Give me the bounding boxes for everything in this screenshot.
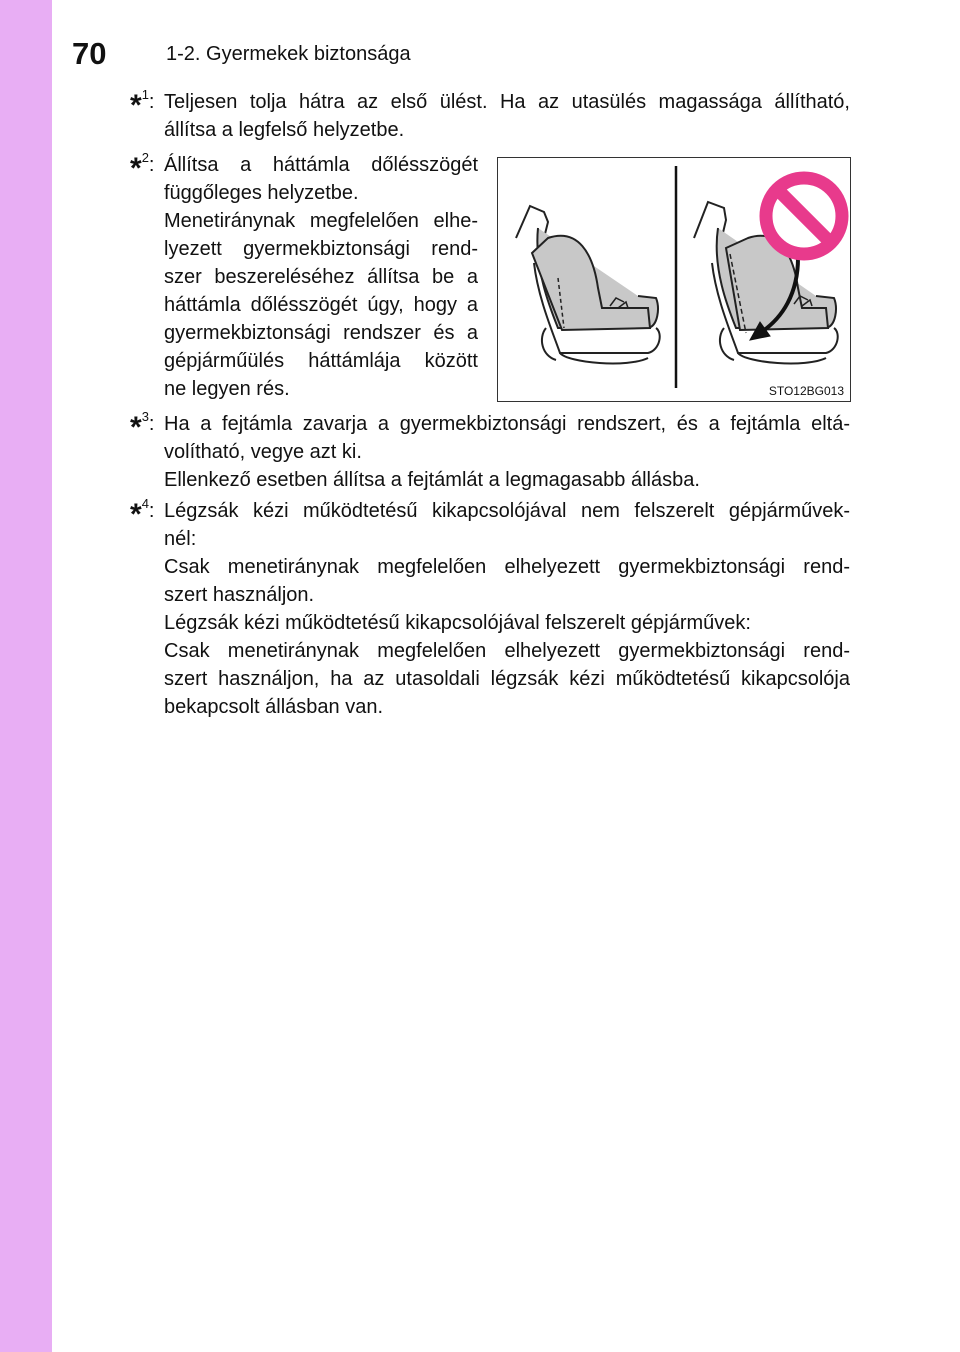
note-text-line: lyezett gyermekbiztonsági rend- [164, 238, 478, 260]
note-text-line: Légzsák kézi működtetésű kikapcsolójával nem felszerelt gépjárművek- [164, 500, 850, 522]
note-text-line: Csak menetiránynak megfelelően elhelyezett gyermekbiztonsági rend- [164, 640, 850, 662]
figure-code: STO12BG013 [768, 384, 844, 398]
note-text-line: háttámla dőlésszögét úgy, hogy a [164, 294, 478, 316]
note-text-line: szer beszereléséhez állítsa be a [164, 266, 478, 288]
seat-illustration [498, 158, 850, 401]
note-text-line: állítsa a legfelső helyzetbe. [164, 119, 405, 141]
note-4 [130, 497, 850, 721]
note-3 [130, 410, 850, 494]
note-text-line: volítható, vegye azt ki. [164, 441, 362, 463]
seat-upright-illustration [516, 206, 660, 363]
side-color-band [0, 0, 52, 1352]
note-text-line: Állítsa a háttámla dőlésszögét [164, 154, 478, 176]
note-text-line: Légzsák kézi működtetésű kikapcsolójával felszerelt gépjárművek: [164, 612, 751, 634]
note-text-line: Menetiránynak megfelelően elhe- [164, 210, 478, 232]
note-text-line: gyermekbiztonsági rendszer és a [164, 322, 478, 344]
note-marker: *$^2$: [130, 150, 155, 185]
note-marker: *$^3$: [130, 409, 155, 444]
note-text-line: függőleges helyzetbe. [164, 182, 359, 204]
section-title: 1-2. Gyermekek biztonsága [166, 43, 411, 65]
note-text-line: ne legyen rés. [164, 378, 290, 400]
note-text-line: szert használjon, ha az utasoldali légzsák kézi működtetésű kikapcsolója [164, 668, 850, 690]
note-text-line: Teljesen tolja hátra az első ülést. Ha az utasülés magassága állítható, [164, 91, 850, 113]
note-2 [130, 151, 478, 403]
note-text-line: Csak menetiránynak megfelelően elhelyezett gyermekbiztonsági rend- [164, 556, 850, 578]
note-text-line: Ellenkező esetben állítsa a fejtámlát a legmagasabb állásba. [164, 469, 700, 491]
prohibited-icon [766, 178, 842, 254]
page-number: 70 [72, 36, 107, 71]
note-marker: *$^1$: [130, 87, 155, 122]
note-text-line: szert használjon. [164, 584, 315, 606]
note-text-line: gépjárműülés háttámlája között [164, 350, 478, 372]
note-marker: *$^4$: [130, 496, 155, 531]
note-1 [130, 88, 850, 144]
seat-illustration-figure [497, 157, 851, 402]
note-text-line: Ha a fejtámla zavarja a gyermekbiztonsági rendszert, és a fejtámla eltá- [164, 413, 850, 435]
note-text-line: bekapcsolt állásban van. [164, 696, 384, 718]
note-text-line: nél: [164, 528, 197, 550]
